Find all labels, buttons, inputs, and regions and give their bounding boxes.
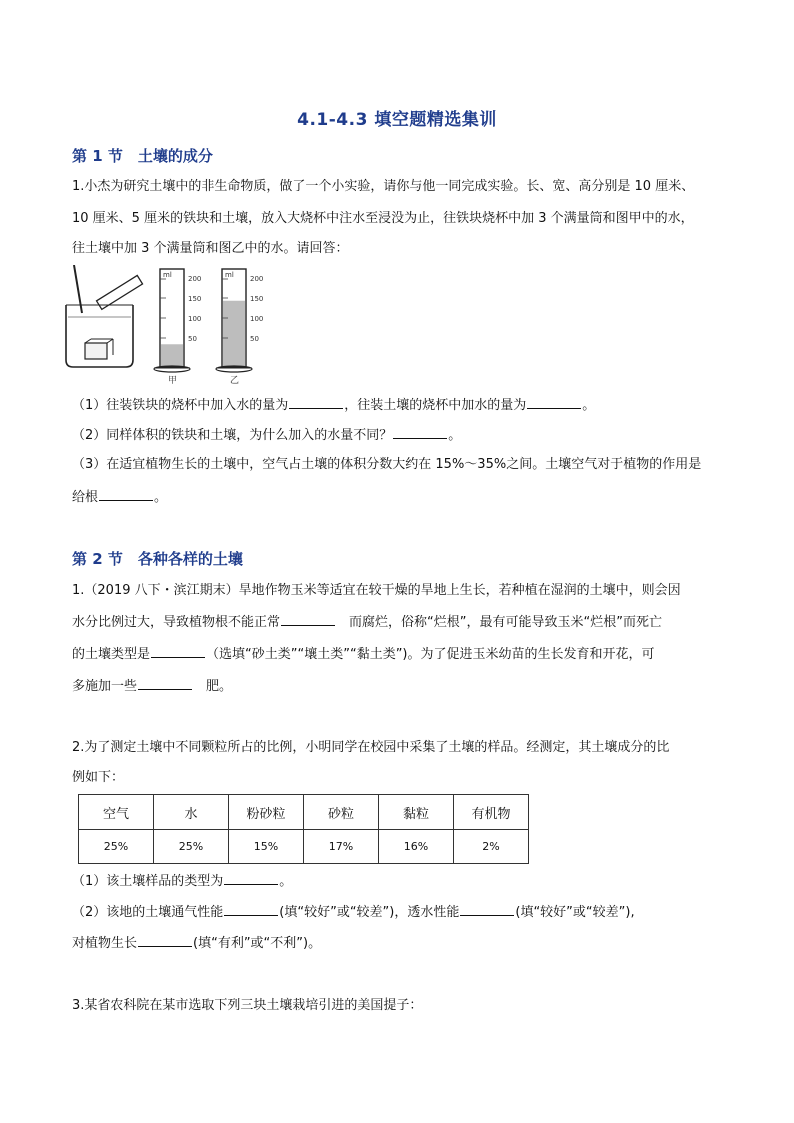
page-title: 4.1-4.3 填空题精选集训	[297, 110, 497, 130]
cylinder-b-tick-100: 100	[250, 315, 264, 323]
s2-q1-line-1: 1.（2019 八下・滨江期末）旱地作物玉米等适宜在较干燥的旱地上生长，若种植在湿润的土壤中，则会因	[72, 583, 681, 598]
cylinder-b-tick-50: 50	[250, 335, 259, 343]
cylinder-b-drawing	[216, 269, 252, 372]
s2-q1-line-4	[72, 677, 232, 696]
table-cell: 25%	[154, 830, 229, 864]
cylinder-a-tick-100: 100	[188, 315, 202, 323]
s2-q1-line-3	[72, 645, 655, 664]
answer-blank[interactable]	[138, 677, 192, 690]
answer-blank[interactable]	[151, 645, 205, 658]
s2-q2-sub-2c: (填“较好”或“较差”),	[515, 905, 635, 920]
table-header-cell: 空气	[79, 795, 154, 830]
s2-q2-sub-1a: （1）该土壤样品的类型为	[72, 874, 224, 889]
q1-sub-2-text-a: （2）同样体积的铁块和土壤，为什么加入的水量不同？	[72, 428, 393, 443]
s2-q2-line-1: 2.为了测定土壤中不同颗粒所占的比例，小明同学在校园中采集了土壤的样品。经测定，其土壤成分的比	[72, 740, 670, 755]
q1-sub-3-line-2	[72, 488, 167, 507]
s2-q1-line-2b: 而腐烂，俗称“烂根”，最有可能导致玉米“烂根”而死亡	[336, 615, 662, 630]
table-cell: 15%	[229, 830, 304, 864]
q1-sub-3-text-a: 给根	[72, 490, 99, 505]
q1-sub-3-line-1: （3）在适宜植物生长的土壤中，空气占土壤的体积分数大约在 15%～35%之间。土壤空气对于植物的作用是	[72, 457, 702, 472]
cylinder-b-label: 乙	[230, 376, 240, 385]
answer-blank[interactable]	[460, 903, 514, 916]
q1-sub-1-text-c: 。	[582, 398, 596, 413]
cylinder-b-unit: ml	[225, 271, 234, 279]
cylinder-a-label: 甲	[168, 376, 178, 385]
answer-blank[interactable]	[224, 872, 278, 885]
answer-blank[interactable]	[527, 396, 581, 409]
answer-blank[interactable]	[224, 903, 278, 916]
cylinder-a-tick-50: 50	[188, 335, 197, 343]
q1-sub-1-text-a: （1）往装铁块的烧杯中加入水的量为	[72, 398, 289, 413]
answer-blank[interactable]	[99, 488, 153, 501]
q1-sub-3-text-b: 。	[154, 490, 168, 505]
beaker-drawing	[66, 265, 143, 367]
q1-sub-1-text-b: ，往装土壤的烧杯中加水的量为	[344, 398, 527, 413]
s2-q2-line-2: 例如下：	[72, 770, 125, 785]
table-cell: 25%	[79, 830, 154, 864]
table-header-cell: 黏粒	[379, 795, 454, 830]
s2-q2-sub-1b: 。	[279, 874, 293, 889]
s2-q2-sub-2a: （2）该地的土壤通气性能	[72, 905, 224, 920]
answer-blank[interactable]	[289, 396, 343, 409]
table-cell: 16%	[379, 830, 454, 864]
s2-q2-sub-3b: (填“有利”或“不利”)。	[193, 936, 322, 951]
q1-sub-1	[72, 396, 595, 415]
section-1-heading: 第 1 节 土壤的成分	[72, 147, 213, 165]
q1-line-3: 往土壤中加 3 个满量筒和图乙中的水。请回答：	[72, 241, 349, 256]
q1-line-1: 1.小杰为研究土壤中的非生命物质，做了一个小实验，请你与他一同完成实验。长、宽、高分别是 10 厘米、	[72, 179, 695, 194]
q1-line-2: 10 厘米、5 厘米的铁块和土壤，放入大烧杯中注水至浸没为止，往铁块烧杯中加 3 个满量筒和图甲中的水，	[72, 211, 694, 226]
table-header-cell: 粉砂粒	[229, 795, 304, 830]
s2-q2-sub-3a: 对植物生长	[72, 936, 138, 951]
table-cell: 2%	[454, 830, 529, 864]
s2-q2-sub-1	[72, 872, 292, 891]
s2-q2-sub-2	[72, 903, 635, 922]
table-cell: 17%	[304, 830, 379, 864]
experiment-figure	[62, 265, 292, 385]
s2-q2-sub-2b: (填“较好”或“较差”)，透水性能	[279, 905, 460, 920]
table-header-cell: 砂粒	[304, 795, 379, 830]
cylinder-a-drawing	[154, 269, 190, 372]
cylinder-b-tick-200: 200	[250, 275, 264, 283]
answer-blank[interactable]	[393, 426, 447, 439]
table-header-cell: 有机物	[454, 795, 529, 830]
s2-q1-line-4a: 多施加一些	[72, 679, 138, 694]
answer-blank[interactable]	[138, 934, 192, 947]
s2-q3-line-1: 3.某省农科院在某市选取下列三块土壤栽培引进的美国提子：	[72, 998, 423, 1013]
s2-q1-line-3a: 的土壤类型是	[72, 647, 151, 662]
soil-composition-table	[78, 794, 529, 864]
answer-blank[interactable]	[281, 613, 335, 626]
table-header-row	[79, 795, 529, 830]
s2-q2-sub-3	[72, 934, 321, 953]
section-2-heading: 第 2 节 各种各样的土壤	[72, 550, 243, 568]
table-header-cell: 水	[154, 795, 229, 830]
cylinder-a-tick-200: 200	[188, 275, 202, 283]
s2-q1-line-2	[72, 613, 662, 632]
q1-sub-2-text-b: 。	[448, 428, 462, 443]
s2-q1-line-3b: （选填“砂土类”“壤土类”“黏土类”)。为了促进玉米幼苗的生长发育和开花，可	[206, 647, 655, 662]
cylinder-a-tick-150: 150	[188, 295, 202, 303]
cylinder-b-tick-150: 150	[250, 295, 264, 303]
s2-q1-line-2a: 水分比例过大，导致植物根不能正常	[72, 615, 281, 630]
table-row	[79, 830, 529, 864]
s2-q1-line-4b: 肥。	[193, 679, 233, 694]
q1-sub-2	[72, 426, 461, 445]
cylinder-a-unit: ml	[163, 271, 172, 279]
